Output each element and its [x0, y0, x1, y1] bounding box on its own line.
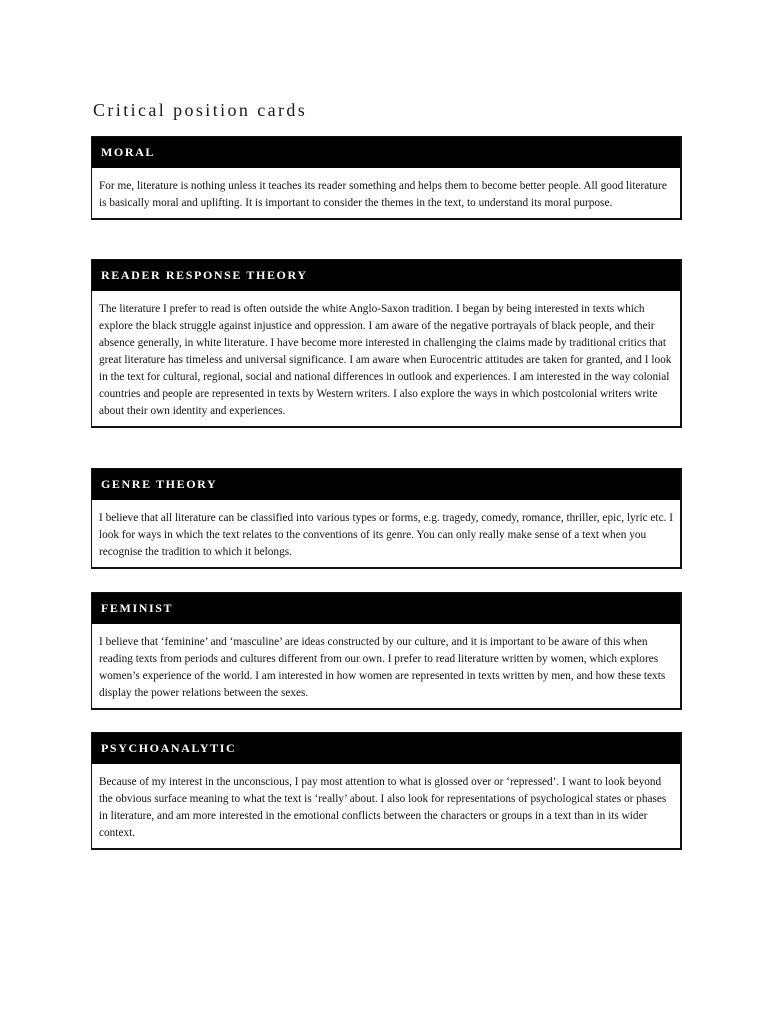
- card-heading: MORAL: [92, 137, 680, 168]
- position-card-genre-theory: [91, 468, 682, 569]
- page-title: Critical position cards: [93, 100, 308, 120]
- card-text: The literature I prefer to read is often outside the white Anglo-Saxon tradition. I began by being interested in texts which explore the black struggle against injustice and oppression. I am aware of the negative portrayals of black people, and their absence generally, in white literature. I have become more interested in challenging the claims made by traditional critics that great literature has timeless and universal significance. I am aware when Eurocentric attitudes are taken for granted, and I look in the text for cultural, regional, social and national differences in outlook and experiences. I am interested in the way colonial countries and people are represented in texts by Western writers. I also explore the ways in which postcolonial writers write about their own identity and experiences.: [99, 303, 672, 417]
- card-heading: PSYCHOANALYTIC: [92, 733, 680, 764]
- card-text: I believe that all literature can be classified into various types or forms, e.g. tragedy, comedy, romance, thriller, epic, lyric etc. I look for ways in which the text relates to the conventions of its genre. You can only really make sense of a text when you recognise the tradition to which it belongs.: [99, 512, 674, 558]
- card-heading: READER RESPONSE THEORY: [92, 260, 680, 291]
- card-text: Because of my interest in the unconscious, I pay most attention to what is glossed over or ‘repressed’. I want to look beyond the obvious surface meaning to what the text is ‘really’ about. I also look for representations of psychological states or phases in literature, and am more interested in the emotional conflicts between the characters or groups in a text than in its wider context.: [99, 776, 667, 839]
- position-card-moral: [91, 136, 682, 220]
- card-heading: GENRE THEORY: [92, 469, 680, 500]
- position-card-reader-response-theory: [91, 259, 682, 428]
- position-card-feminist: [91, 592, 682, 710]
- card-heading: FEMINIST: [92, 593, 680, 624]
- position-card-psychoanalytic: [91, 732, 682, 850]
- card-text: I believe that ‘feminine’ and ‘masculine’ are ideas constructed by our culture, and it is important to be aware of this when reading texts from periods and cultures different from our own. I prefer to read literature written by women, which explores women’s experience of the world. I am interested in how women are represented in texts written by men, and how these texts display the power relations between the sexes.: [99, 636, 666, 699]
- card-text: For me, literature is nothing unless it teaches its reader something and helps them to become better people. All good literature is basically moral and uplifting. It is important to consider the themes in the text, to understand its moral purpose.: [99, 180, 667, 209]
